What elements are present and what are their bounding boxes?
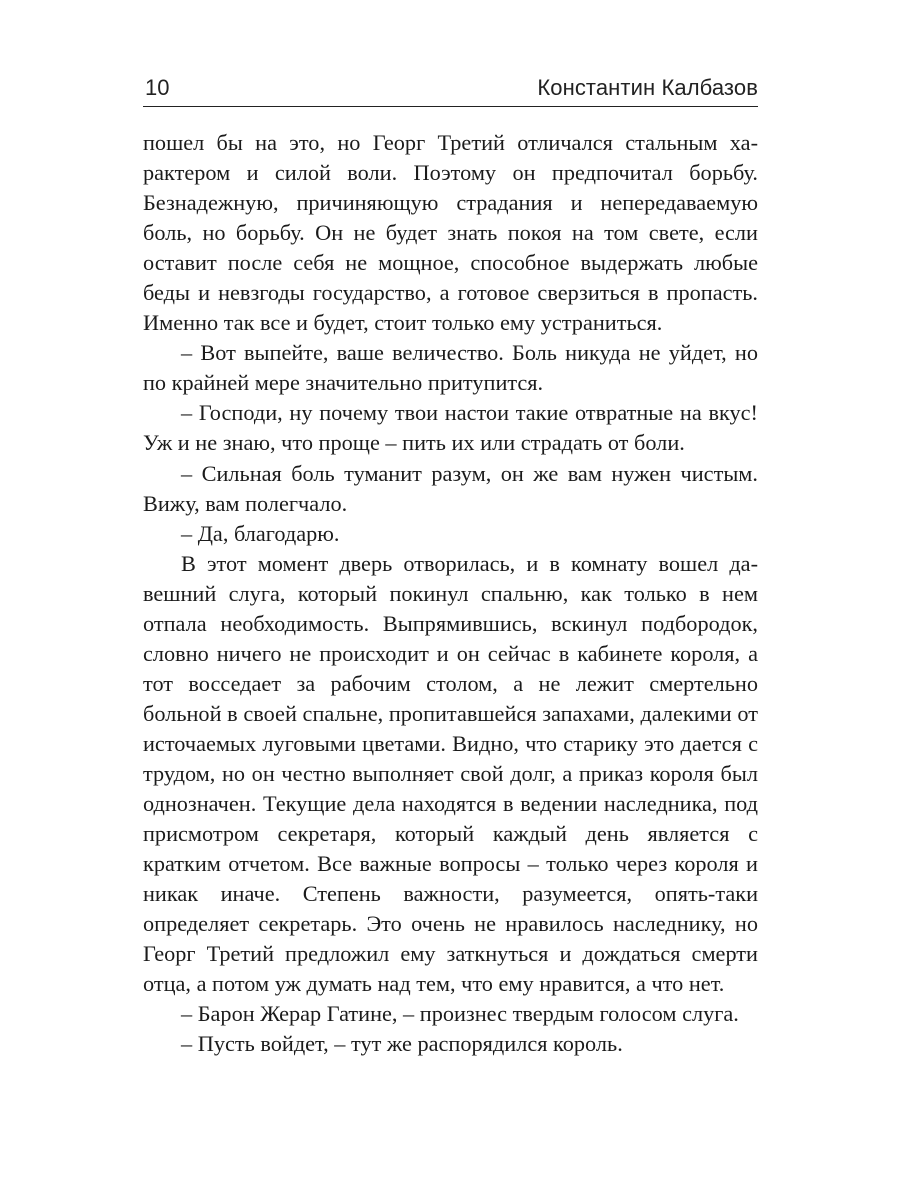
dialogue-line: – Барон Жерар Гатине, – произнес твердым голосом слуга.	[181, 1001, 739, 1027]
dialogue-line: – Да, благодарю.	[181, 520, 340, 546]
page-number: 10	[145, 75, 170, 100]
dialogue-line: – Пусть войдет, – тут же распорядился король.	[181, 1031, 623, 1057]
dialogue-line: – Господи, ну почему твои настои такие отвратные на вкус! Уж и не знаю, что проще – пить их или страдать от боли.	[143, 400, 758, 456]
dialogue-line: – Сильная боль туманит разум, он же вам нужен чистым. Вижу, вам полегчало.	[143, 460, 758, 516]
paragraph: пошел бы на это, но Георг Третий отличался стальным характером и силой воли. Поэтому он предпочитал борьбу. Безнадежную, причиняющую страдания и непередаваемую боль, но борьбу. Он не будет знать покоя на том свете, если оставит после себя не мощное, способное выдержать любые беды и невзгоды государство, а готовое сверзиться в пропасть. Именно так все и будет, стоит только ему устраниться.	[143, 130, 758, 336]
book-page	[143, 0, 758, 1200]
dialogue-line: – Вот выпейте, ваше величество. Боль никуда не уйдет, но по крайней мере значительно притупится.	[143, 340, 758, 396]
text-body	[143, 128, 758, 1059]
paragraph: В этот момент дверь отворилась, и в комнату вошел давешний слуга, который покинул спальню, как только в нем отпала необходимость. Выпрямившись, вскинул подбородок, словно ничего не происходит и он сейчас в кабинете короля, а тот восседает за рабочим столом, а не лежит смертельно больной в своей спальне, пропитавшейся запахами, далекими от источаемых луговыми цветами. Видно, что старику это дается с трудом, но он честно выполняет свой долг, а приказ короля был однозначен. Текущие дела находятся в ведении наследника, под присмотром секретаря, который каждый день является с кратким отчетом. Все важные вопросы – только через короля и никак иначе. Степень важности, разумеется, опять-таки определяет секретарь. Это очень не нравилось наследнику, но Георг Третий предложил ему заткнуться и дождаться смерти отца, а потом уж думать над тем, что ему нравится, а что нет.	[143, 550, 758, 997]
author-name: Константин Калбазов	[537, 75, 758, 100]
running-head	[143, 66, 758, 107]
